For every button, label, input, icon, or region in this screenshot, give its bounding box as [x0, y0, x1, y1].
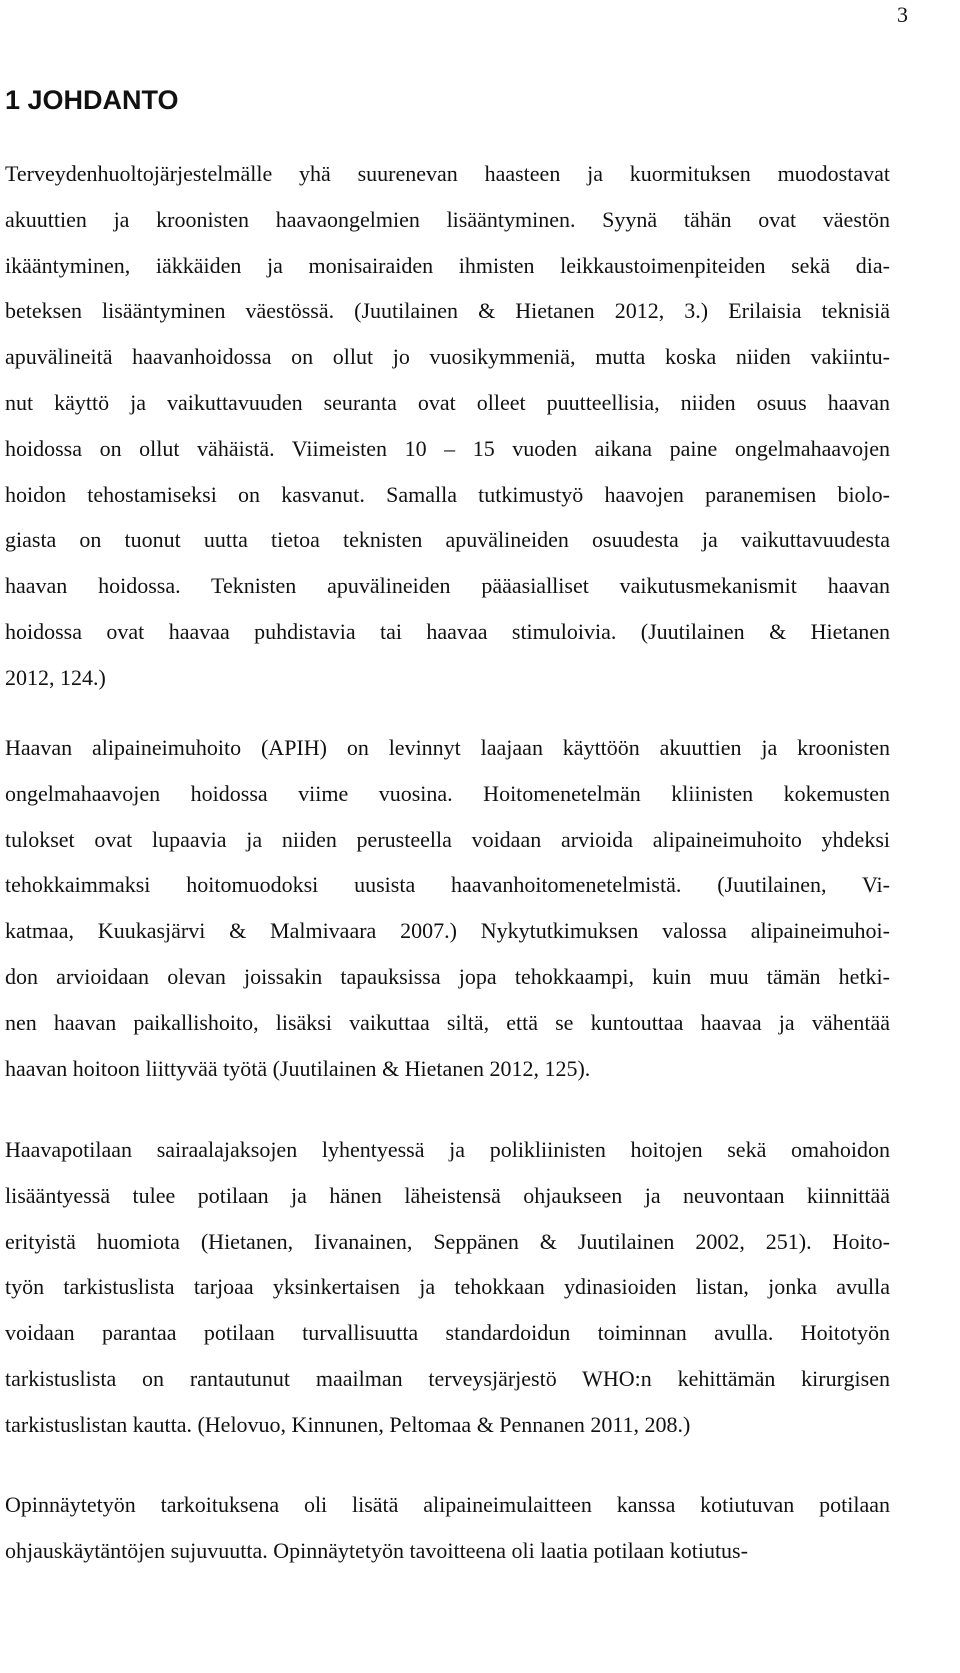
text-line: tehokkaimmaksi hoitomuodoksi uusista haavanhoitomenetelmistä. (Juutilainen, Vi- — [5, 872, 890, 898]
text-line: don arvioidaan olevan joissakin tapauksissa jopa tehokkaampi, kuin muu tämän hetki- — [5, 964, 890, 989]
text-line: ohjauskäytäntöjen sujuvuutta. Opinnäytetyön tavoitteena oli laatia potilaan kotiutus- — [5, 1537, 748, 1563]
text-line: tulokset ovat lupaavia ja niiden perusteella voidaan arvioida alipaineimuhoito yhdeksi — [5, 826, 890, 852]
text-line: hoidon tehostamiseksi on kasvanut. Samalla tutkimustyö haavojen paranemisen biolo- — [5, 481, 890, 507]
chapter-heading: 1 JOHDANTO — [5, 85, 179, 115]
text-line: työn tarkistuslista tarjoaa yksinkertaisen ja tehokkaan ydinasioiden listan, jonka avulla — [5, 1274, 890, 1300]
text-line: katmaa, Kuukasjärvi & Malmivaara 2007.) Nykytutkimuksen valossa alipaineimuhoi- — [5, 918, 890, 944]
page-number: 3 — [897, 2, 908, 27]
text-line: beteksen lisääntyminen väestössä. (Juutilainen & Hietanen 2012, 3.) Erilaisia teknisiä — [5, 298, 890, 324]
text-line: hoidossa ovat haavaa puhdistavia tai haavaa stimuloivia. (Juutilainen & Hietanen — [5, 619, 890, 644]
text-line: giasta on tuonut uutta tietoa teknisten apuvälineiden osuudesta ja vaikuttavuudesta — [5, 527, 890, 553]
text-line: apuvälineitä haavanhoidossa on ollut jo vuosikymmeniä, mutta koska niiden vakiintu- — [5, 344, 890, 370]
text-line: Opinnäytetyön tarkoituksena oli lisätä alipaineimulaitteen kanssa kotiutuvan potilaan — [5, 1492, 890, 1517]
text-line: akuuttien ja kroonisten haavaongelmien lisääntyminen. Syynä tähän ovat väestön — [5, 206, 890, 232]
text-line: ongelmahaavojen hoidossa viime vuosina. Hoitomenetelmän kliinisten kokemusten — [5, 780, 890, 806]
text-line: erityistä huomiota (Hietanen, Iivanainen, Seppänen & Juutilainen 2002, 251). Hoito- — [5, 1228, 890, 1254]
text-line: Haavapotilaan sairaalajaksojen lyhentyessä ja polikliinisten hoitojen sekä omahoidon — [5, 1137, 890, 1162]
text-line: hoidossa on ollut vähäistä. Viimeisten 10 – 15 vuoden aikana paine ongelmahaavojen — [5, 435, 890, 461]
text-line: Haavan alipaineimuhoito (APIH) on levinnyt laajaan käyttöön akuuttien ja kroonisten — [5, 735, 890, 760]
text-line: 2012, 124.) — [5, 664, 106, 690]
text-line: voidaan parantaa potilaan turvallisuutta standardoidun toiminnan avulla. Hoitotyön — [5, 1320, 890, 1346]
text-line: haavan hoidossa. Teknisten apuvälineiden pääasialliset vaikutusmekanismit haavan — [5, 573, 890, 599]
text-line: tarkistuslista on rantautunut maailman terveysjärjestö WHO:n kehittämän kirurgisen — [5, 1366, 890, 1391]
text-line: haavan hoitoon liittyvää työtä (Juutilainen & Hietanen 2012, 125). — [5, 1055, 591, 1081]
text-line: nut käyttö ja vaikuttavuuden seuranta ovat olleet puutteellisia, niiden osuus haavan — [5, 390, 890, 415]
text-line: ikääntyminen, iäkkäiden ja monisairaiden ihmisten leikkaustoimenpiteiden sekä dia- — [5, 252, 890, 278]
text-line: tarkistuslistan kautta. (Helovuo, Kinnunen, Peltomaa & Pennanen 2011, 208.) — [5, 1411, 691, 1437]
text-line: Terveydenhuoltojärjestelmälle yhä suurenevan haasteen ja kuormituksen muodostavat — [5, 161, 890, 186]
text-line: nen haavan paikallishoito, lisäksi vaikuttaa siltä, että se kuntouttaa haavaa ja vähentää — [5, 1009, 890, 1035]
text-line: lisääntyessä tulee potilaan ja hänen läheistensä ohjaukseen ja neuvontaan kiinnittää — [5, 1182, 890, 1208]
